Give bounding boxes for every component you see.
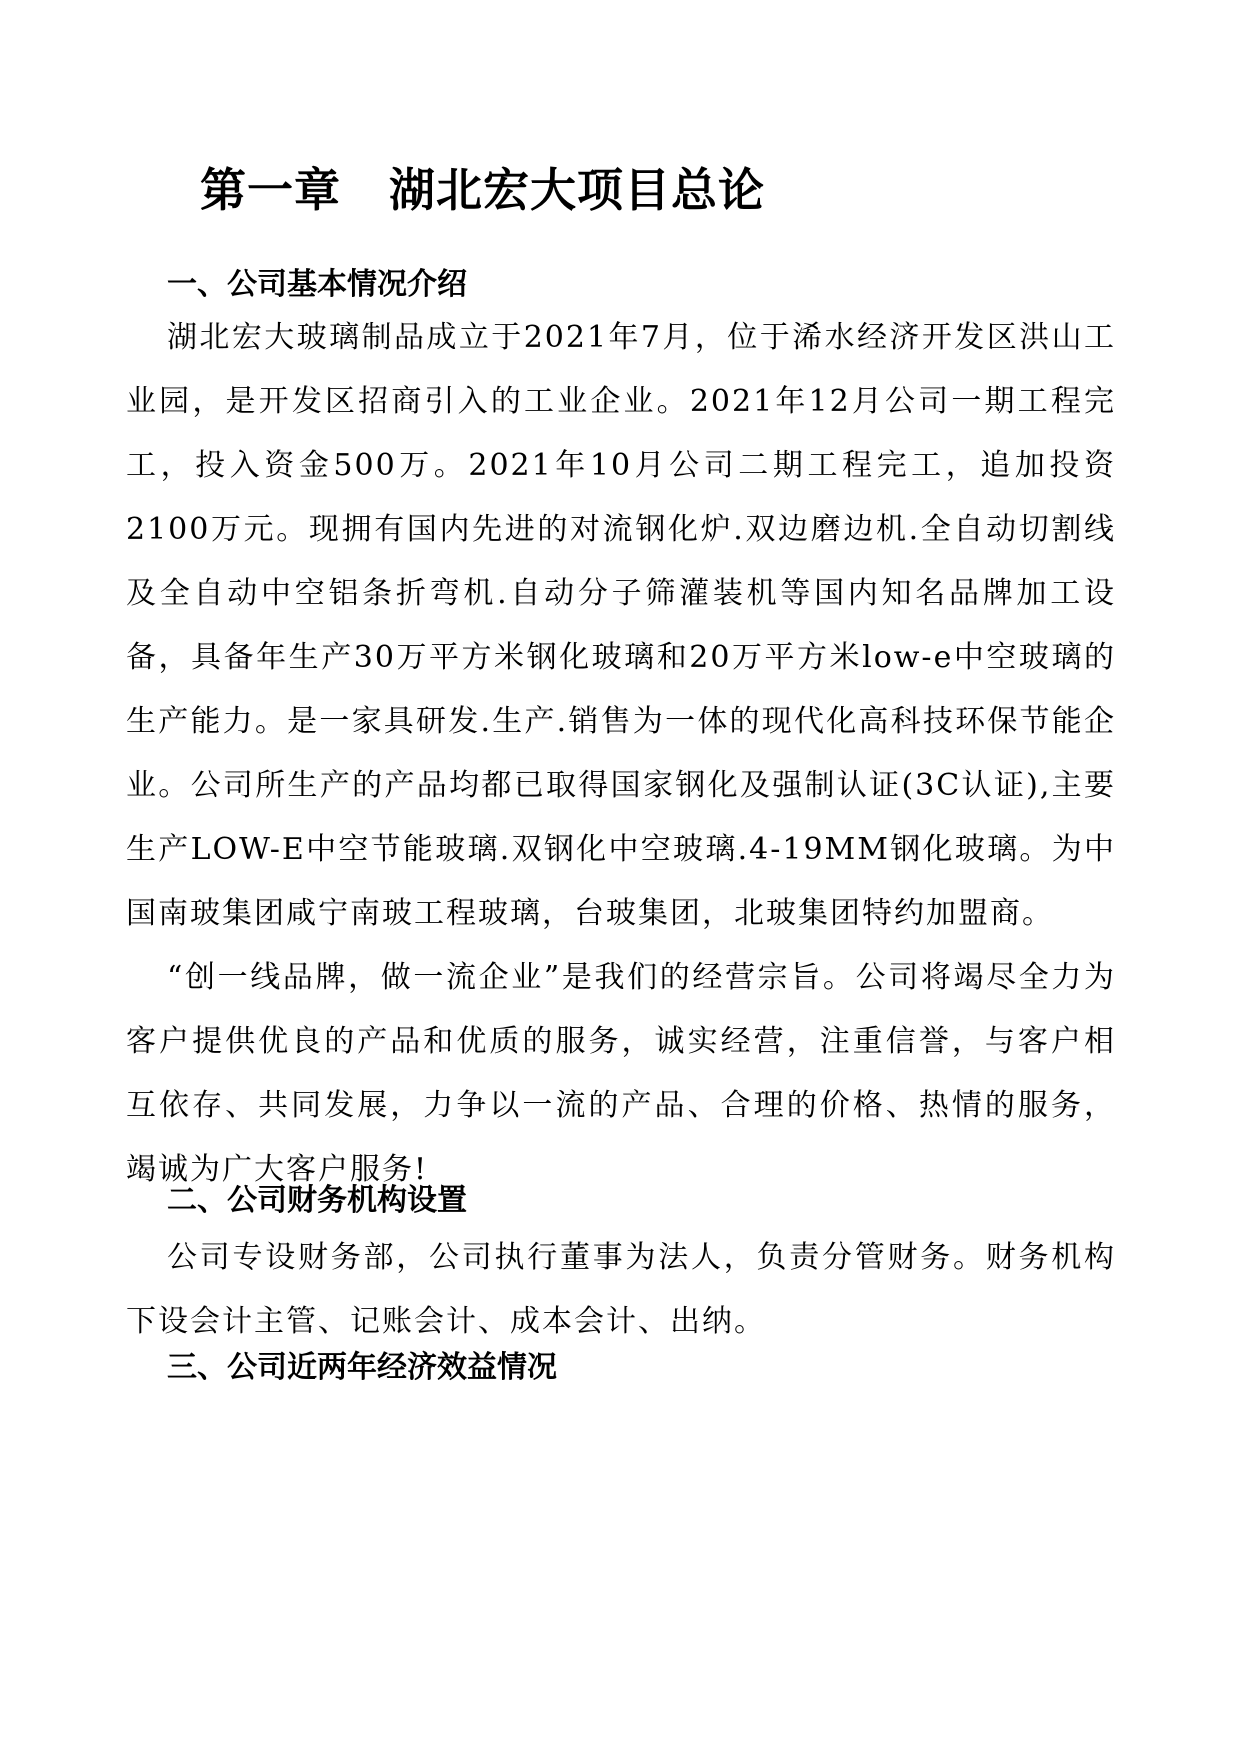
section-heading-3: 三、公司近两年经济效益情况 (167, 1350, 557, 1385)
section-heading-2: 二、公司财务机构设置 (167, 1183, 467, 1218)
section-1-paragraph-1: 湖北宏大玻璃制品成立于2021年7月，位于浠水经济开发区洪山工业园，是开发区招商引入的工业企业。2021年12月公司一期工程完工，投入资金500万。2021年10月公司二期工程完工，追加投资2100万元。现拥有国内先进的对流钢化炉.双边磨边机.全自动切割线及全自动中空铝条折弯机.自动分子筛灌装机等国内知名品牌加工设备，具备年生产30万平方米钢化玻璃和20万平方米low-e中空玻璃的生产能力。是一家具研发.生产.销售为一体的现代化高科技环保节能企业。公司所生产的产品均都已取得国家钢化及强制认证(3C认证),主要生产LOW-E中空节能玻璃.双钢化中空玻璃.4-19MM钢化玻璃。为中国南玻集团咸宁南玻工程玻璃，台玻集团，北玻集团特约加盟商。 (126, 320, 1116, 931)
section-1-paragraph-2: “创一线品牌，做一流企业”是我们的经营宗旨。公司将竭尽全力为客户提供优良的产品和优质的服务，诚实经营，注重信誉，与客户相互依存、共同发展，力争以一流的产品、合理的价格、热情的服务，竭诚为广大客户服务! (126, 960, 1116, 1187)
section-2-paragraph-1: 公司专设财务部，公司执行董事为法人，负责分管财务。财务机构下设会计主管、记账会计、成本会计、出纳。 (126, 1240, 1116, 1339)
chapter-number: 第一章 (200, 163, 341, 217)
section-heading-1: 一、公司基本情况介绍 (167, 267, 467, 302)
chapter-title (200, 160, 765, 220)
chapter-name: 湖北宏大项目总论 (389, 163, 765, 217)
